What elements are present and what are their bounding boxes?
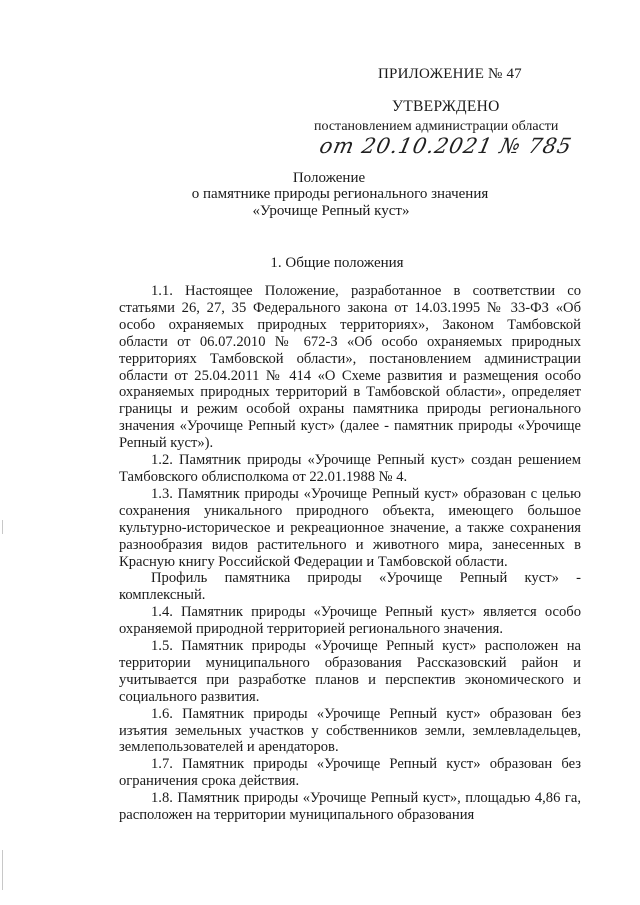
paragraph-1-3: 1.3. Памятник природы «Урочище Репный куст» образован с целью сохранения уникального природного объекта, имеющего большое культурно-историческое и рекреационное значение, а также сохранения разнообразия видов растительного и животного мира, занесенных в Красную книгу Российской Федерации и Тамбовской области. xyxy=(119,485,581,570)
paragraph-1-2: 1.2. Памятник природы «Урочище Репный куст» создан решением Тамбовского облисполкома от 22.01.1988 № 4. xyxy=(119,452,581,485)
paragraph-1-1: 1.1. Настоящее Положение, разработанное в соответствии со статьями 26, 27, 35 Федерального закона от 14.03.1995 № 33-ФЗ «Об особо охраняемых природных территориях», Законом Тамбовской области от 06.07.2010 № 672-З «Об особо охраняемых природных территориях Тамбовской области», постановлением администрации области от 25.04.2011 № 414 «О Схеме развития и размещения особо охраняемых природных территорий в Тамбовской области», определяет границы и режим особой охраны памятника природы регионального значения «Урочище Репный куст» (далее - памятник природы «Урочище Репный куст»). xyxy=(119,283,581,452)
document-body xyxy=(119,283,581,824)
paragraph-1-4: 1.4. Памятник природы «Урочище Репный куст» является особо охраняемой природной территорией регионального значения. xyxy=(119,604,581,638)
document-title: Положение xyxy=(292,170,366,186)
section-heading-text: 1. Общие положения xyxy=(270,255,404,271)
section-heading xyxy=(0,255,640,272)
decree-reference: постановлением администрации области xyxy=(314,119,559,134)
scan-margin-mark xyxy=(2,850,3,890)
paragraph-profile: Профиль памятника природы «Урочище Репный куст» - комплексный. xyxy=(119,570,581,604)
approved-label: УТВЕРЖДЕНО xyxy=(392,98,500,115)
appendix-number: ПРИЛОЖЕНИЕ № 47 xyxy=(378,66,522,82)
paragraph-1-5: 1.5. Памятник природы «Урочище Репный куст» расположен на территории муниципального образования Рассказовский район и учитывается при разработке планов и перспектив экономического и социального развития. xyxy=(119,638,581,705)
paragraph-1-8: 1.8. Памятник природы «Урочище Репный куст», площадью 4,86 га, расположен на территории муниципального образования xyxy=(119,790,581,824)
paragraph-1-7: 1.7. Памятник природы «Урочище Репный куст» образован без ограничения срока действия. xyxy=(119,756,581,790)
handwritten-date-number: от 20.10.2021 № 785 xyxy=(317,134,575,158)
scan-margin-mark xyxy=(2,520,3,534)
document-title-name: «Урочище Репный куст» xyxy=(252,203,410,219)
paragraph-1-6: 1.6. Памятник природы «Урочище Репный куст» образован без изъятия земельных участков у собственников земли, землевладельцев, землепользователей и арендаторов. xyxy=(119,705,581,756)
document-title-subject: о памятнике природы регионального значения xyxy=(191,186,489,202)
